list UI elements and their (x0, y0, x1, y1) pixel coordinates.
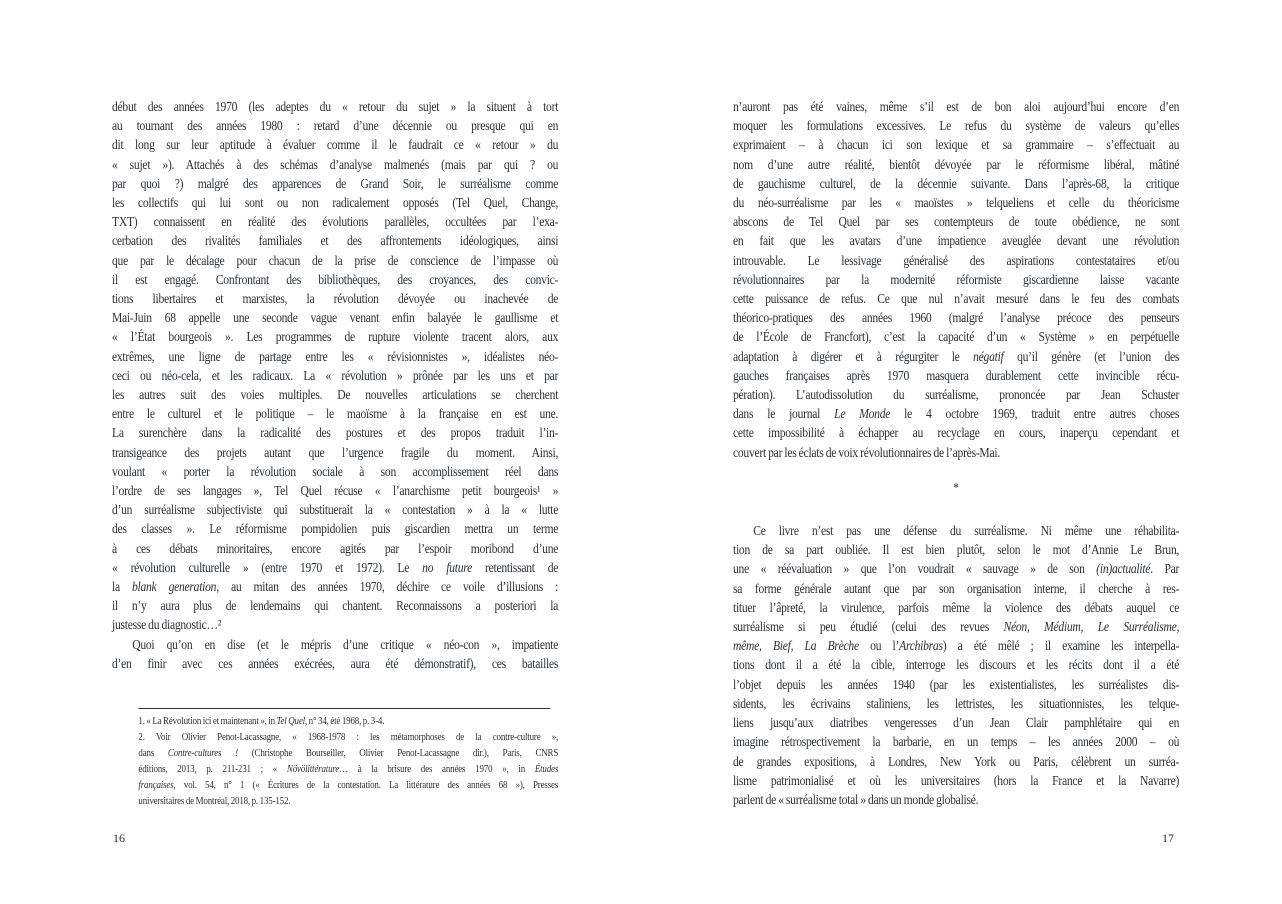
text-line: de grandes expositions, à Londres, New York ou Paris, célèbrent un surréa- (733, 753, 1180, 769)
text-line: d’un surréalisme subjectiviste qui substituerait la « contestation » à la « lutte (112, 502, 559, 518)
text-line: tions dont il a été la cible, interroge les discours et les récits dont il a été (733, 657, 1180, 673)
text-line: l’ordre de ses langages », Tel Quel récuse « l’anarchisme petit bourgeois¹ » (112, 483, 559, 499)
text-line: cette puissance de refus. Ce que nul n’avait mesuré dans le feu des combats (733, 291, 1180, 307)
text-line: ceci ou néo-cela, et les radicaux. La « révolution » prônée par les uns et par (112, 367, 559, 383)
text-line: du néo-surréalisme par les « maoïstes » telqueliens et celle du théoricisme (733, 195, 1180, 211)
text-line: françaises, vol. 54, n° 1 (« Écritures de la contestation. La littérature des années 68 »), Presses (138, 780, 559, 791)
text-line: exprimaient – à chacun ici son lexique et sa grammaire – s’effectuait au (733, 137, 1180, 153)
text-line: nom d’une autre réalité, bientôt dévoyée par le réformisme libéral, mâtiné (733, 156, 1180, 172)
text-line: tions libertaires et marxistes, la révolution dévoyée ou inachevée de (112, 291, 559, 307)
text-line: au tournant des années 1980 : retard d’une décennie ou presque qui en (112, 118, 559, 134)
left-page-footnotes (138, 708, 558, 810)
text-line: même, Bief, La Brèche ou l’Archibras) a été mêlé ; il examine les interpella- (733, 638, 1180, 654)
text-line: en fait que les avatars d’une impatience aveuglée devant une révolution (733, 233, 1180, 249)
text-line: voulant « porter la révolution sociale à son accomplissement réel dans (112, 463, 559, 479)
right-page-body-text-top (733, 97, 1179, 462)
text-line: une « réévaluation » que l’on voudrait « sauvage » de son (in)actualité. Par (733, 561, 1180, 577)
italic-text: françaises (138, 780, 174, 791)
text-line: transigeance des projets autant que l’urgence fragile du moment. Ainsi, (112, 444, 559, 460)
text-line: dans Contre-cultures ! (Christophe Bourseiller, Olivier Penot-Lacassagne dir.), Paris, CNRS (138, 748, 559, 759)
italic-text: Tel Quel (276, 716, 305, 727)
right-page-body-text-bottom (733, 521, 1179, 809)
text-line: entre le culturel et le politique – le maoïsme à la française en est une. (112, 406, 559, 422)
italic-text: Archibras (899, 638, 943, 654)
text-line: l’objet depuis les années 1940 (par les existentialistes, les surréalistes dis- (733, 676, 1180, 692)
text-line: par quoi ?) malgré des apparences de Grand Soir, le surréalisme comme (112, 175, 559, 191)
text-line: liens jusqu’aux diatribes vengeresses d’un Jean Clair pamphlétaire qui en (733, 715, 1180, 731)
text-line: abscons de Tel Quel par ses contempteurs de toute obédience, ne sont (733, 214, 1180, 230)
text-line: Quoi qu’on en dise (et le mépris d’une critique « néo-con », impatiente (132, 636, 559, 652)
italic-text: Növölittérature (286, 764, 340, 775)
text-line: 2. Voir Olivier Penot-Lacassagne, « 1968-1978 : les métamorphoses de la contre-culture », (138, 732, 559, 743)
text-line: moquer les formulations excessives. Le refus du système de valeurs qu’elles (733, 118, 1180, 134)
text-line: à ces débats minoritaires, encore agités par l’espoir moribond d’une (112, 540, 559, 556)
text-line: tituer l’âpreté, la virulence, parfois même la violence des débats auquel ce (733, 599, 1180, 615)
text-line: « l’État bourgeois ». Les programmes de rupture violente tracent alors, aux (112, 329, 559, 345)
footnote-text (138, 714, 558, 810)
text-line: éditions, 2013, p. 211-231 ; « Növölittérature… à la brisure des années 1970 », in Études (138, 764, 559, 775)
italic-text: (in)actualité (1096, 561, 1151, 577)
italic-text: Néon, Médium, Le Surréalisme, (1003, 619, 1180, 635)
section-break-asterisk: * (953, 479, 959, 495)
text-line: des classes ». Le réformisme pompidolien puis giscardien mettra un terme (112, 521, 559, 537)
italic-text: négatif (973, 348, 1004, 364)
text-line: introuvable. Le lessivage généralisé des aspirations contestataires et/ou (733, 252, 1180, 268)
text-line: d’en finir avec ces années exécrées, aura été démonstratif), ces batailles (112, 655, 559, 671)
left-page-number: 16 (113, 831, 125, 845)
text-line: dans le journal Le Monde le 4 octobre 1969, traduit entre autres choses (733, 406, 1180, 422)
text-line: la blank generation, au mitan des années 1970, déchire ce voile d’illusions : (112, 579, 559, 595)
text-line: il est engagé. Confrontant des bibliothèques, des croyances, des convic- (112, 271, 559, 287)
left-page (112, 97, 558, 857)
text-line: justesse du diagnostic…² (112, 617, 222, 633)
text-line: dit long sur leur aptitude à évaluer comme il le faudrait ce « retour » du (112, 137, 559, 153)
text-line: que par le décalage pour chacun de la prise de conscience de l’impasse où (112, 252, 559, 268)
text-line: Mai-Juin 68 appelle une seconde vague venant enfin balayée le gaullisme et (112, 310, 559, 326)
left-page-body-text (112, 97, 558, 673)
text-line: surréalisme si peu étudié (celui des revues Néon, Médium, Le Surréalisme, (733, 619, 1180, 635)
text-line: théorico-pratiques des années 1960 (malgré l’analyse précoce des penseurs (733, 310, 1180, 326)
footnote-separator (138, 708, 550, 709)
text-line: lisme patrimonialisé et où les universitaires (hors la France et la Navarre) (733, 772, 1180, 788)
text-line: les autres suit des voies multiples. De nouvelles articulations se cherchent (112, 387, 559, 403)
right-page (733, 97, 1179, 857)
text-line: n’auront pas été vaines, même s’il est de bon aloi aujourd’hui encore d’en (733, 99, 1180, 114)
italic-text: même, Bief, La Brèche (733, 638, 859, 654)
text-line: révolutionnaires par la modernité réformiste giscardienne laisse vacante (733, 271, 1180, 287)
text-line: sa forme générale autant que par son organisation interne, il cherche à res- (733, 580, 1180, 596)
text-line: TXT) connaissent en réalité des évolutions parallèles, occultées par l’exa- (112, 214, 559, 230)
text-line: de gauchisme culturel, de la décennie suivante. Dans l’après-68, la critique (733, 175, 1180, 191)
text-line: cette impossibilité à échapper au recyclage en cours, inaperçu cependant et (733, 425, 1180, 441)
text-line: cerbation des rivalités familiales et des affrontements idéologiques, ainsi (112, 233, 559, 249)
italic-text: no future (422, 559, 472, 575)
italic-text: blank generation (131, 579, 217, 595)
text-line: adaptation à digérer et à régurgiter le négatif qu’il génère (et l’union des (733, 348, 1180, 364)
text-line: 1. « La Révolution ici et maintenant », in Tel Quel, n° 34, été 1968, p. 3-4. (138, 716, 385, 727)
italic-text: Contre-cultures ! (167, 748, 238, 759)
italic-text: Études (534, 764, 559, 775)
text-line: parlent de « surréalisme total » dans un monde globalisé. (733, 791, 979, 807)
text-line: imagine rétrospectivement la barbarie, en un temps – les années 2000 – où (733, 734, 1180, 750)
text-line: Ce livre n’est pas une défense du surréalisme. Ni même une réhabilita- (753, 523, 1180, 539)
text-line: universitaires de Montréal, 2018, p. 135-152. (138, 796, 291, 807)
text-line: La surenchère dans la radicalité des postures et des propos traduit l’in- (112, 425, 559, 441)
text-line: début des années 1970 (les adeptes du « retour du sujet » la situent à tort (112, 99, 559, 114)
text-line: couvert par les éclats de voix révolutionnaires de l’après-Mai. (733, 444, 1000, 460)
text-line: les collectifs qui lui sont ou non radicalement opposés (Tel Quel, Change, (112, 195, 559, 211)
text-line: pération). L’autodissolution du surréalisme, prononcée par Jean Schuster (733, 387, 1180, 403)
text-line: gauches françaises après 1970 masquera durablement cette invincible récu- (733, 367, 1180, 383)
italic-text: Le Monde (834, 406, 891, 422)
text-line: de l’École de Francfort), c’est la capacité d’un « Système » en perpétuelle (733, 329, 1180, 345)
right-page-number: 17 (1162, 831, 1174, 845)
text-line: « révolution culturelle » (entre 1970 et 1972). Le no future retentissant de (112, 559, 559, 575)
text-line: « sujet »). Attachés à des schémas d’analyse malmenés (mais par qui ? ou (112, 156, 559, 172)
text-line: extrêmes, une ligne de partage entre les « révisionnistes », idéalistes néo- (112, 348, 559, 364)
text-line: il n’y aura plus de lendemains qui chantent. Reconnaissons a posteriori la (112, 598, 559, 614)
text-line: tion de sa part oubliée. Il est bien plutôt, selon le mot d’Annie Le Brun, (733, 542, 1180, 558)
text-line: sidents, les écrivains staliniens, les lettristes, les situationnistes, les telque- (733, 695, 1180, 711)
